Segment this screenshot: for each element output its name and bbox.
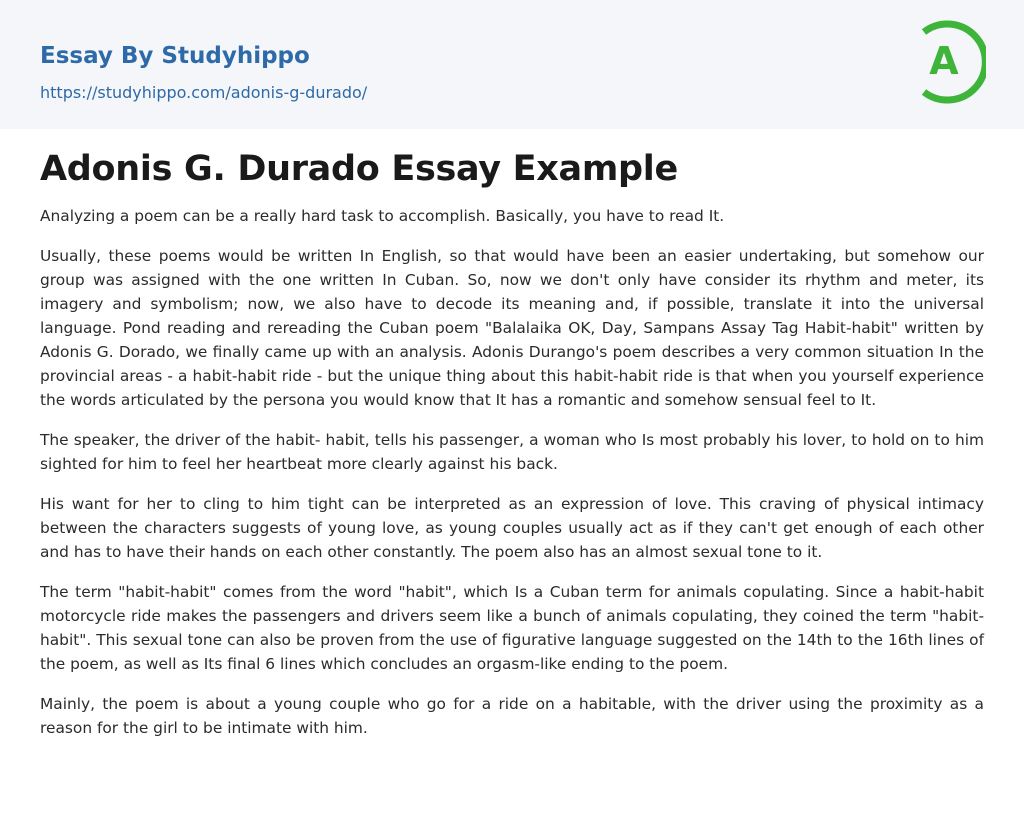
studyhippo-logo-icon[interactable] [914, 18, 986, 106]
article [0, 145, 1024, 740]
essay-paragraph-1: Analyzing a poem can be a really hard task to accomplish. Basically, you have to read It. [40, 207, 725, 225]
page-title: Adonis G. Durado Essay Example [40, 149, 678, 189]
logo-letter: A [929, 39, 959, 83]
brand-title[interactable]: Essay By Studyhippo [40, 43, 310, 69]
essay-paragraph-5: The term "habit-habit" comes from the word "habit", which Is a Cuban term for animals copulating. Since a habit-habit motorcycle ride makes the passengers and drivers seem like a bunch of animals copulating, they coined the term "habit-habit". This sexual tone can also be proven from the use of figurative language suggested on the 14th to the 16th lines of the poem, as well as Its final 6 lines which concludes an orgasm-like ending to the poem. [40, 583, 984, 673]
essay-paragraph-2: Usually, these poems would be written In English, so that would have been an easier undertaking, but somehow our group was assigned with the one written In Cuban. So, now we don't only have consider its rhythm and meter, its imagery and symbolism; now, we also have to decode its meaning and, if possible, translate it into the universal language. Pond reading and rereading the Cuban poem "Balalaika OK, Day, Sampans Assay Tag Habit-habit" written by Adonis G. Dorado, we finally came up with an analysis. Adonis Durango's poem describes a very common situation In the provincial areas - a habit-habit ride - but the unique thing about this habit-habit ride is that when you yourself experience the words articulated by the persona you would know that It has a romantic and somehow sensual feel to It. [40, 247, 984, 409]
essay-paragraph-3: The speaker, the driver of the habit- habit, tells his passenger, a woman who Is most probably his lover, to hold on to him sighted for him to feel her heartbeat more clearly against his back. [40, 431, 984, 473]
site-header [0, 0, 1024, 129]
essay-paragraph-6: Mainly, the poem is about a young couple who go for a ride on a habitable, with the driver using the proximity as a reason for the girl to be intimate with him. [40, 695, 984, 737]
essay-url-link[interactable]: https://studyhippo.com/adonis-g-durado/ [40, 83, 368, 102]
essay-paragraph-4: His want for her to cling to him tight can be interpreted as an expression of love. This craving of physical intimacy between the characters suggests of young love, as young couples usually act as if they can't get enough of each other and has to have their hands on each other constantly. The poem also has an almost sexual tone to it. [40, 495, 984, 561]
